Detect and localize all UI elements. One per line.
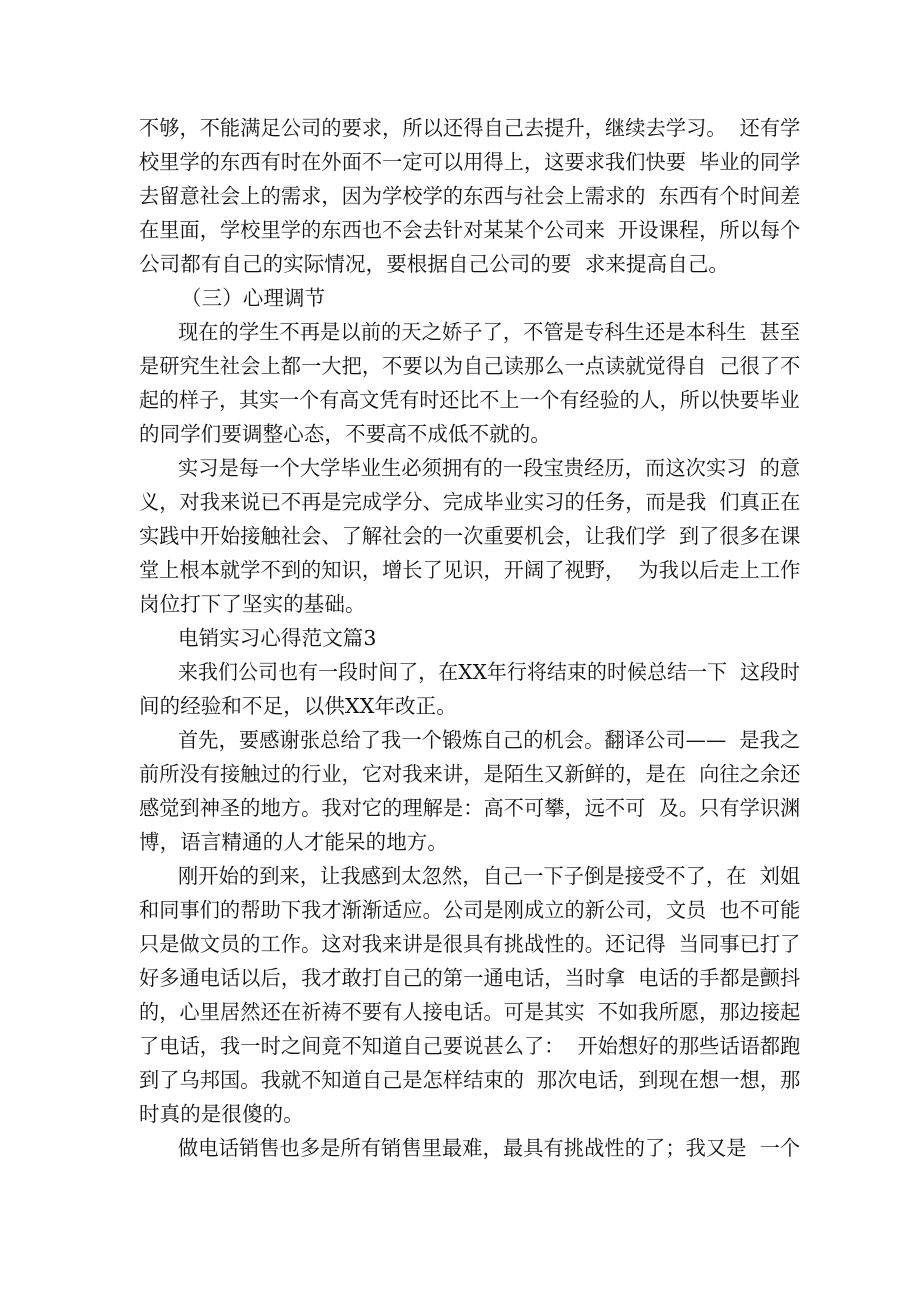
text-line: 刚开始的到来，让我感到太忽然，自己一下子倒是接受不了，在 刘姐 xyxy=(178,864,801,888)
text-line: 的，心里居然还在祈祷不要有人接电话。可是其实 不如我所愿，那边接起 xyxy=(139,1000,801,1024)
text-line: 来我们公司也有一段时间了，在XX年行将结束的时候总结一下 这段时 xyxy=(178,660,801,684)
text-line: 实践中开始接触社会、了解社会的一次重要机会，让我们学 到了很多在课 xyxy=(139,524,801,548)
section-heading: （三）心理调节 xyxy=(181,286,326,310)
text-line: 公司都有自己的实际情况，要根据自己公司的要 求来提高自己。 xyxy=(139,252,730,276)
text-line: 感觉到神圣的地方。我对它的理解是：高不可攀，远不可 及。只有学识渊 xyxy=(139,796,801,820)
text-line: 只是做文员的工作。这对我来讲是很具有挑战性的。还记得 当同事已打了 xyxy=(139,932,801,956)
text-line: 不够，不能满足公司的要求，所以还得自己去提升，继续去学习。 还有学 xyxy=(139,116,801,140)
text-line: 首先，要感谢张总给了我一个锻炼自己的机会。翻译公司—— 是我之 xyxy=(178,728,801,752)
text-line: 现在的学生不再是以前的天之娇子了，不管是专科生还是本科生 甚至 xyxy=(178,320,801,344)
text-line: 去留意社会上的需求，因为学校学的东西与社会上需求的 东西有个时间差 xyxy=(139,184,801,208)
text-line: 好多通电话以后，我才敢打自己的第一通电话，当时拿 电话的手都是颤抖 xyxy=(139,966,801,990)
text-line: 和同事们的帮助下我才渐渐适应。公司是刚成立的新公司，文员 也不可能 xyxy=(139,898,801,922)
text-line: 间的经验和不足，以供XX年改正。 xyxy=(139,694,457,718)
text-line: 前所没有接触过的行业，它对我来讲，是陌生又新鲜的，是在 向往之余还 xyxy=(139,762,801,786)
text-line: 是研究生社会上都一大把，不要以为自己读那么一点读就觉得自 己很了不 xyxy=(139,354,801,378)
text-line: 岗位打下了坚实的基础。 xyxy=(139,592,366,616)
text-line: 做电话销售也多是所有销售里最难，最具有挑战性的了；我又是 一个 xyxy=(178,1136,801,1160)
text-line: 到了乌邦国。我就不知道自己是怎样结束的 那次电话，到现在想一想，那 xyxy=(139,1068,801,1092)
text-line: 校里学的东西有时在外面不一定可以用得上，这要求我们快要 毕业的同学 xyxy=(139,150,801,174)
text-line: 义，对我来说已不再是完成学分、完成毕业实习的任务，而是我 们真正在 xyxy=(139,490,801,514)
text-line: 实习是每一个大学毕业生必须拥有的一段宝贵经历，而这次实习 的意 xyxy=(178,456,801,480)
text-line: 了电话，我一时之间竟不知道自己要说甚么了： 开始想好的那些话语都跑 xyxy=(139,1034,801,1058)
article-title: 电销实习心得范文篇3 xyxy=(178,626,377,650)
text-line: 起的样子，其实一个有高文凭有时还比不上一个有经验的人，所以快要毕业 xyxy=(139,388,800,412)
text-line: 在里面，学校里学的东西也不会去针对某某个公司来 开设课程，所以每个 xyxy=(139,218,801,242)
text-line: 的同学们要调整心态，不要高不成低不就的。 xyxy=(139,422,551,446)
text-line: 堂上根本就学不到的知识，增长了见识，开阔了视野， 为我以后走上工作 xyxy=(139,558,801,582)
text-line: 博，语言精通的人才能呆的地方。 xyxy=(139,830,448,854)
text-line: 时真的是很傻的。 xyxy=(139,1102,304,1126)
